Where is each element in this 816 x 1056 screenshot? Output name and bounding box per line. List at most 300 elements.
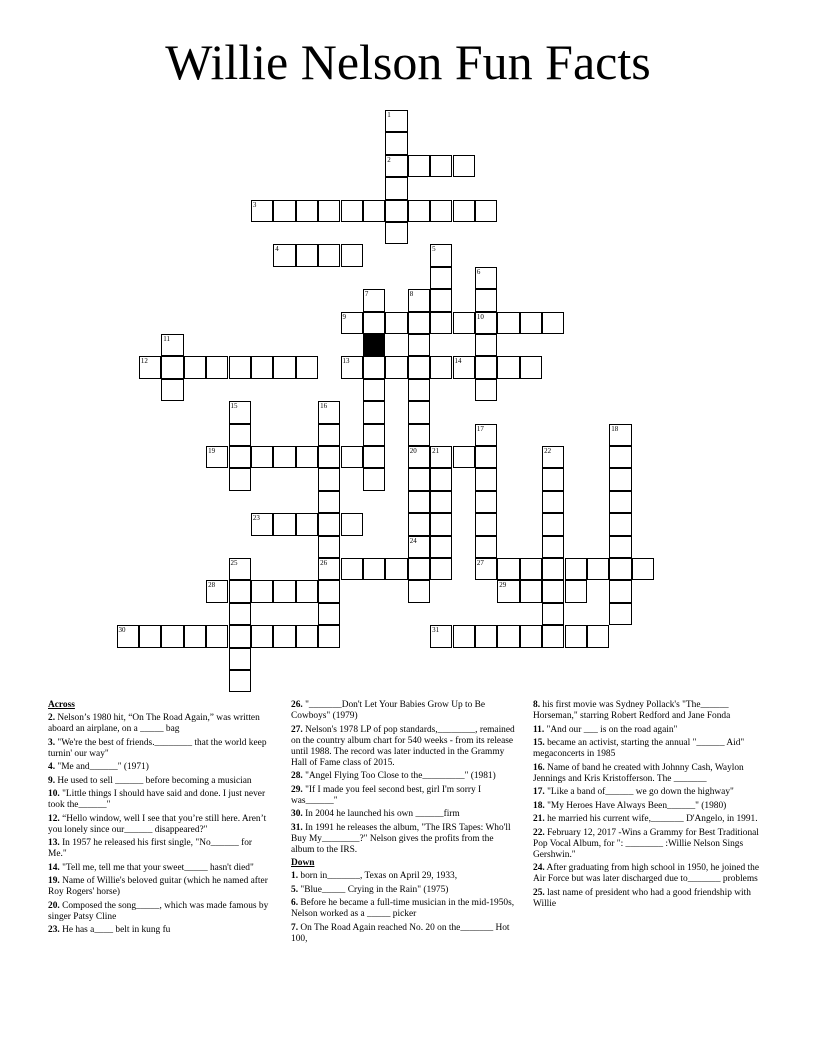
grid-cell[interactable] xyxy=(430,267,452,289)
grid-cell[interactable] xyxy=(251,580,273,602)
grid-cell[interactable] xyxy=(408,446,430,468)
clue-text: Before he became a full-time musician in the mid-1950s, Nelson worked as a _____ picker xyxy=(291,898,515,919)
clue-number: 2 xyxy=(387,155,391,164)
clue-number: 24 xyxy=(409,536,417,545)
grid-cell[interactable] xyxy=(206,446,228,468)
grid-cell[interactable] xyxy=(408,356,430,378)
clue-number: 20 xyxy=(409,447,417,455)
grid-cell[interactable] xyxy=(318,424,340,446)
grid-cell[interactable] xyxy=(408,468,430,490)
across-clue xyxy=(291,725,519,769)
grid-cell[interactable] xyxy=(430,513,452,535)
across-clue xyxy=(48,713,273,735)
grid-cell[interactable] xyxy=(408,401,430,423)
clue-text: On The Road Again reached No. 20 on the_______ Hot 100, xyxy=(291,922,510,944)
grid-cell[interactable] xyxy=(273,580,295,602)
grid-cell[interactable] xyxy=(408,334,430,356)
grid-cell[interactable] xyxy=(318,468,340,490)
clue-label: 28. xyxy=(291,771,303,781)
grid-cell[interactable] xyxy=(341,244,363,266)
grid-cell[interactable] xyxy=(430,312,452,334)
grid-cell[interactable] xyxy=(475,446,497,468)
grid-cell[interactable] xyxy=(273,446,295,468)
grid-cell[interactable] xyxy=(229,558,251,580)
grid-cell[interactable] xyxy=(520,312,542,334)
down-clue xyxy=(291,871,519,882)
grid-cell[interactable] xyxy=(341,513,363,535)
grid-cell[interactable] xyxy=(273,356,295,378)
grid-cell[interactable] xyxy=(318,580,340,602)
grid-cell[interactable] xyxy=(408,580,430,602)
grid-cell[interactable] xyxy=(453,446,475,468)
clue-label: 8. xyxy=(533,700,541,710)
grid-cell[interactable] xyxy=(453,625,475,647)
grid-cell[interactable] xyxy=(341,356,363,378)
grid-cell[interactable] xyxy=(139,356,161,378)
clues-column-1 xyxy=(48,700,273,939)
clue-text: Composed the song_____, which was made famous by singer Patsy Cline xyxy=(48,900,269,922)
grid-cell[interactable] xyxy=(385,155,407,177)
grid-cell[interactable] xyxy=(318,603,340,625)
clue-number: 27 xyxy=(476,559,484,567)
grid-cell[interactable] xyxy=(363,468,385,490)
clue-number: 13 xyxy=(342,357,350,366)
grid-cell[interactable] xyxy=(408,491,430,513)
clue-text: “Hello window, well I see that you’re still here. Aren’t you lonely since our______ disappeared?" xyxy=(48,813,267,835)
across-clue xyxy=(291,700,519,722)
grid-cell[interactable] xyxy=(318,513,340,535)
clue-label: 16. xyxy=(533,762,545,773)
grid-cell[interactable] xyxy=(542,625,564,647)
grid-cell[interactable] xyxy=(475,312,497,334)
clue-label: 19. xyxy=(48,876,60,886)
clue-text: "We're the best of friends.________ that the world keep turnin' our way" xyxy=(48,737,267,759)
clue-number: 5 xyxy=(432,245,436,254)
grid-cell[interactable] xyxy=(363,379,385,401)
clue-label: 9. xyxy=(48,775,56,786)
grid-cell[interactable] xyxy=(318,446,340,468)
clue-number: 11 xyxy=(163,335,171,343)
clue-label: 22. xyxy=(533,827,545,838)
clue-number: 6 xyxy=(476,267,481,276)
down-clue xyxy=(533,888,768,910)
down-clue xyxy=(533,828,768,861)
clue-label: 7. xyxy=(291,922,299,933)
clue-number: 18 xyxy=(611,424,619,433)
across-clue xyxy=(48,925,273,936)
clue-label: 26. xyxy=(291,700,303,710)
clue-number: 15 xyxy=(230,402,238,411)
grid-cell[interactable] xyxy=(408,155,430,177)
clue-text: last name of president who had a good friendship with Willie xyxy=(533,887,751,909)
clue-number: 9 xyxy=(342,312,346,321)
grid-cell[interactable] xyxy=(475,200,497,222)
down-clue xyxy=(291,885,519,896)
clue-text: "Little things I should have said and done. I just never took the______" xyxy=(48,789,266,810)
grid-cell[interactable] xyxy=(475,558,497,580)
clue-label: 17. xyxy=(533,787,545,797)
grid-cell[interactable] xyxy=(542,491,564,513)
grid-cell[interactable] xyxy=(385,200,407,222)
clue-number: 26 xyxy=(320,559,328,567)
grid-cell[interactable] xyxy=(565,558,587,580)
grid-cell[interactable] xyxy=(363,200,385,222)
clue-label: 6. xyxy=(291,898,299,908)
across-clue xyxy=(48,762,273,773)
grid-cell[interactable] xyxy=(161,334,183,356)
grid-cell[interactable] xyxy=(206,580,228,602)
across-clue xyxy=(48,814,273,836)
grid-cell[interactable] xyxy=(475,491,497,513)
grid-cell[interactable] xyxy=(609,468,631,490)
grid-cell[interactable] xyxy=(475,468,497,490)
clue-label: 2. xyxy=(48,713,56,723)
across-clue xyxy=(48,776,273,787)
grid-cell[interactable] xyxy=(453,312,475,334)
grid-cell[interactable] xyxy=(430,289,452,311)
grid-cell[interactable] xyxy=(430,155,452,177)
clue-text: Nelson’s 1980 hit, “On The Road Again,” was written aboard an airplane, on a _____ bag xyxy=(48,713,260,734)
clue-text: his first movie was Sydney Pollack's "The______ Horseman," starring Robert Redford and Jane Fonda xyxy=(533,700,731,721)
across-clue xyxy=(291,823,519,856)
grid-cell[interactable] xyxy=(229,468,251,490)
grid-cell[interactable] xyxy=(117,625,139,647)
clue-number: 21 xyxy=(432,447,440,455)
grid-cell[interactable] xyxy=(341,312,363,334)
grid-cell[interactable] xyxy=(475,379,497,401)
clue-text: In 2004 he launched his own ______firm xyxy=(305,809,460,819)
grid-cell[interactable] xyxy=(385,177,407,199)
grid-cell[interactable] xyxy=(229,424,251,446)
grid-cell[interactable] xyxy=(497,625,519,647)
clue-number: 7 xyxy=(364,290,369,299)
clue-number: 31 xyxy=(432,626,440,635)
grid-cell[interactable] xyxy=(408,200,430,222)
grid-cell[interactable] xyxy=(318,401,340,423)
down-clue xyxy=(533,787,768,798)
across-clue xyxy=(48,901,273,923)
grid-cell[interactable] xyxy=(632,558,654,580)
clue-number: 16 xyxy=(320,402,328,411)
grid-cell[interactable] xyxy=(251,446,273,468)
grid-cell[interactable] xyxy=(408,379,430,401)
grid-cell[interactable] xyxy=(587,558,609,580)
grid-cell[interactable] xyxy=(408,536,430,558)
grid-cell[interactable] xyxy=(206,356,228,378)
grid-cell[interactable] xyxy=(408,289,430,311)
grid-cell[interactable] xyxy=(363,289,385,311)
clue-text: he married his current wife,_______ D'Angelo, in 1991. xyxy=(547,814,758,824)
grid-cell[interactable] xyxy=(296,446,318,468)
clue-label: 30. xyxy=(291,809,303,819)
grid-cell[interactable] xyxy=(341,200,363,222)
clue-text: "Me and______" (1971) xyxy=(57,762,149,772)
grid-cell[interactable] xyxy=(542,312,564,334)
grid-cell[interactable] xyxy=(520,558,542,580)
clue-label: 5. xyxy=(291,884,299,895)
grid-cell[interactable] xyxy=(296,200,318,222)
grid-cell[interactable] xyxy=(318,491,340,513)
grid-cell[interactable] xyxy=(430,536,452,558)
clue-text: February 12, 2017 -Wins a Grammy for Best Traditional Pop Vocal Album, for ": ________ :Willie Nelson Sings Gershwin." xyxy=(533,827,759,860)
clue-text: "_______Don't Let Your Babies Grow Up to Be Cowboys" (1979) xyxy=(291,700,486,721)
down-clue xyxy=(533,763,768,785)
clue-text: Nelson's 1978 LP of pop standards,________, remained on the country album chart for 540 weeks - from its release until 1988. The record was later inducted in the Grammy Hall of Fame class of 2015. xyxy=(291,724,515,768)
grid-cell[interactable] xyxy=(475,267,497,289)
clue-label: 14. xyxy=(48,862,60,873)
grid-cell[interactable] xyxy=(273,625,295,647)
down-clue xyxy=(533,814,768,825)
grid-cell[interactable] xyxy=(363,401,385,423)
grid-cell[interactable] xyxy=(385,222,407,244)
across-clue xyxy=(48,876,273,898)
clue-text: "Like a band of______ we go down the highway" xyxy=(547,787,734,797)
clue-label: 12. xyxy=(48,813,60,824)
across-heading: Across xyxy=(48,700,75,710)
grid-cell[interactable] xyxy=(542,580,564,602)
grid-cell[interactable] xyxy=(430,625,452,647)
down-heading: Down xyxy=(291,858,315,868)
across-clue xyxy=(291,785,519,807)
across-clue xyxy=(48,789,273,811)
grid-cell[interactable] xyxy=(430,446,452,468)
grid-cell[interactable] xyxy=(229,670,251,692)
grid-cell[interactable] xyxy=(609,558,631,580)
clue-label: 11. xyxy=(533,724,545,735)
clue-text: He used to sell ______ before becoming a musician xyxy=(57,775,252,786)
grid-cell[interactable] xyxy=(542,558,564,580)
grid-cell[interactable] xyxy=(609,580,631,602)
grid-cell[interactable] xyxy=(609,424,631,446)
grid-cell[interactable] xyxy=(542,603,564,625)
clue-label: 15. xyxy=(533,738,545,748)
clue-label: 24. xyxy=(533,863,545,873)
grid-cell[interactable] xyxy=(542,446,564,468)
grid-cell[interactable] xyxy=(475,334,497,356)
grid-cell[interactable] xyxy=(318,625,340,647)
clue-number: 12 xyxy=(140,357,148,366)
clue-label: 4. xyxy=(48,762,56,772)
grid-cell[interactable] xyxy=(296,356,318,378)
grid-cell[interactable] xyxy=(229,446,251,468)
grid-cell[interactable] xyxy=(587,625,609,647)
grid-cell[interactable] xyxy=(251,200,273,222)
grid-cell[interactable] xyxy=(385,558,407,580)
grid-cell[interactable] xyxy=(363,558,385,580)
grid-cell[interactable] xyxy=(363,446,385,468)
grid-cell[interactable] xyxy=(296,513,318,535)
grid-cell[interactable] xyxy=(520,356,542,378)
grid-cell[interactable] xyxy=(296,244,318,266)
clue-number: 1 xyxy=(387,111,391,119)
down-clue xyxy=(533,801,768,812)
grid-cell[interactable] xyxy=(609,536,631,558)
black-square xyxy=(363,334,385,356)
grid-cell[interactable] xyxy=(542,536,564,558)
grid-cell[interactable] xyxy=(430,491,452,513)
grid-cell[interactable] xyxy=(273,200,295,222)
clue-number: 23 xyxy=(252,514,260,523)
clue-label: 21. xyxy=(533,814,545,824)
grid-cell[interactable] xyxy=(430,200,452,222)
clue-text: In 1957 he released his first single, "No______ for Me." xyxy=(48,838,253,859)
grid-cell[interactable] xyxy=(453,200,475,222)
grid-cell[interactable] xyxy=(542,513,564,535)
grid-cell[interactable] xyxy=(520,625,542,647)
across-clue xyxy=(48,738,273,760)
clue-label: 25. xyxy=(533,887,545,898)
grid-cell[interactable] xyxy=(229,401,251,423)
clue-number: 30 xyxy=(118,626,126,635)
puzzle-title: Willie Nelson Fun Facts xyxy=(165,34,651,90)
clues-column-2 xyxy=(291,700,519,947)
grid-cell[interactable] xyxy=(475,513,497,535)
grid-cell[interactable] xyxy=(341,446,363,468)
clue-number: 22 xyxy=(544,447,552,455)
clue-text: "If I made you feel second best, girl I'm sorry I was______" xyxy=(291,784,482,806)
clue-number: 14 xyxy=(454,357,462,366)
down-clue xyxy=(533,863,768,885)
clue-label: 31. xyxy=(291,822,303,833)
across-clue xyxy=(291,771,519,782)
clue-label: 1. xyxy=(291,871,299,881)
clue-label: 20. xyxy=(48,900,60,911)
grid-cell[interactable] xyxy=(430,356,452,378)
grid-cell[interactable] xyxy=(408,312,430,334)
clue-label: 23. xyxy=(48,925,60,935)
grid-cell[interactable] xyxy=(318,244,340,266)
down-clue xyxy=(533,700,768,722)
grid-cell[interactable] xyxy=(408,424,430,446)
grid-cell[interactable] xyxy=(565,625,587,647)
grid-cell[interactable] xyxy=(296,625,318,647)
grid-cell[interactable] xyxy=(475,625,497,647)
grid-cell[interactable] xyxy=(318,536,340,558)
clue-number: 4 xyxy=(275,245,279,254)
clue-text: After graduating from high school in 1950, he joined the Air Force but was later discharged due to_______ problems xyxy=(533,863,759,884)
grid-cell[interactable] xyxy=(609,513,631,535)
grid-cell[interactable] xyxy=(251,625,273,647)
grid-cell[interactable] xyxy=(430,244,452,266)
grid-cell[interactable] xyxy=(318,200,340,222)
down-clue xyxy=(533,738,768,760)
grid-cell[interactable] xyxy=(296,580,318,602)
clue-label: 18. xyxy=(533,800,545,811)
grid-cell[interactable] xyxy=(408,513,430,535)
clue-label: 29. xyxy=(291,784,303,795)
grid-cell[interactable] xyxy=(609,603,631,625)
clue-number: 29 xyxy=(499,581,507,590)
grid-cell[interactable] xyxy=(520,580,542,602)
grid-cell[interactable] xyxy=(565,580,587,602)
grid-cell[interactable] xyxy=(184,625,206,647)
grid-cell[interactable] xyxy=(475,536,497,558)
grid-cell[interactable] xyxy=(229,625,251,647)
grid-cell[interactable] xyxy=(385,356,407,378)
grid-cell[interactable] xyxy=(363,312,385,334)
clue-number: 17 xyxy=(476,424,484,433)
grid-cell[interactable] xyxy=(430,468,452,490)
clue-text: In 1991 he releases the album, "The IRS Tapes: Who'll Buy My________?" Nelson gives the profits from the album to the IRS. xyxy=(291,822,511,855)
grid-cell[interactable] xyxy=(229,356,251,378)
grid-cell[interactable] xyxy=(475,356,497,378)
grid-cell[interactable] xyxy=(497,312,519,334)
grid-cell[interactable] xyxy=(251,356,273,378)
down-clue xyxy=(291,923,519,945)
clue-text: "My Heroes Have Always Been______" (1980) xyxy=(547,800,727,811)
grid-cell[interactable] xyxy=(497,580,519,602)
clue-text: born in_______, Texas on April 29, 1933, xyxy=(300,871,458,881)
grid-cell[interactable] xyxy=(139,625,161,647)
clue-number: 10 xyxy=(476,312,484,321)
grid-cell[interactable] xyxy=(609,491,631,513)
grid-cell[interactable] xyxy=(273,513,295,535)
grid-cell[interactable] xyxy=(161,625,183,647)
across-clue xyxy=(48,838,273,860)
clue-text: Name of band he created with Johnny Cash, Waylon Jennings and Kris Kristofferson. The _______ xyxy=(533,762,744,784)
down-clue xyxy=(291,898,519,920)
clues-column-3 xyxy=(533,700,768,912)
grid-cell[interactable] xyxy=(475,289,497,311)
grid-cell[interactable] xyxy=(385,110,407,132)
clue-number: 25 xyxy=(230,559,238,567)
grid-cell[interactable] xyxy=(318,558,340,580)
clue-label: 3. xyxy=(48,737,56,748)
grid-cell[interactable] xyxy=(497,558,519,580)
grid-cell[interactable] xyxy=(251,513,273,535)
across-clue xyxy=(48,863,273,874)
clue-text: Name of Willie's beloved guitar (which he named after Roy Rogers' horse) xyxy=(48,876,268,897)
grid-cell[interactable] xyxy=(385,132,407,154)
grid-cell[interactable] xyxy=(542,468,564,490)
grid-cell[interactable] xyxy=(161,356,183,378)
grid-cell[interactable] xyxy=(161,379,183,401)
grid-cell[interactable] xyxy=(408,558,430,580)
clue-number: 8 xyxy=(409,290,414,299)
grid-cell[interactable] xyxy=(184,356,206,378)
clue-number: 3 xyxy=(252,200,257,209)
down-clue xyxy=(533,725,768,736)
grid-cell[interactable] xyxy=(497,356,519,378)
clue-text: "And our ___ is on the road again" xyxy=(546,724,678,735)
grid-cell[interactable] xyxy=(609,446,631,468)
grid-cell[interactable] xyxy=(453,356,475,378)
clue-number: 28 xyxy=(208,581,216,590)
clue-text: became an activist, starting the annual "______ Aid" megaconcerts in 1985 xyxy=(533,738,745,759)
clue-text: "Tell me, tell me that your sweet_____ hasn't died" xyxy=(62,862,254,873)
grid-cell[interactable] xyxy=(229,580,251,602)
grid-cell[interactable] xyxy=(430,558,452,580)
grid-cell[interactable] xyxy=(341,558,363,580)
grid-cell[interactable] xyxy=(229,603,251,625)
grid-cell[interactable] xyxy=(273,244,295,266)
grid-cell[interactable] xyxy=(206,625,228,647)
clue-label: 10. xyxy=(48,789,60,799)
grid-cell[interactable] xyxy=(363,356,385,378)
grid-cell[interactable] xyxy=(453,155,475,177)
clue-number: 19 xyxy=(208,447,216,455)
grid-cell[interactable] xyxy=(475,424,497,446)
clue-text: "Angel Flying Too Close to the_________" (1981) xyxy=(305,771,496,781)
clue-label: 13. xyxy=(48,838,60,848)
across-clue xyxy=(291,809,519,820)
clue-text: He has a____ belt in kung fu xyxy=(62,925,171,935)
grid-cell[interactable] xyxy=(229,648,251,670)
clue-label: 27. xyxy=(291,724,303,735)
grid-cell[interactable] xyxy=(385,312,407,334)
grid-cell[interactable] xyxy=(363,424,385,446)
clue-text: "Blue_____ Crying in the Rain" (1975) xyxy=(300,884,449,895)
